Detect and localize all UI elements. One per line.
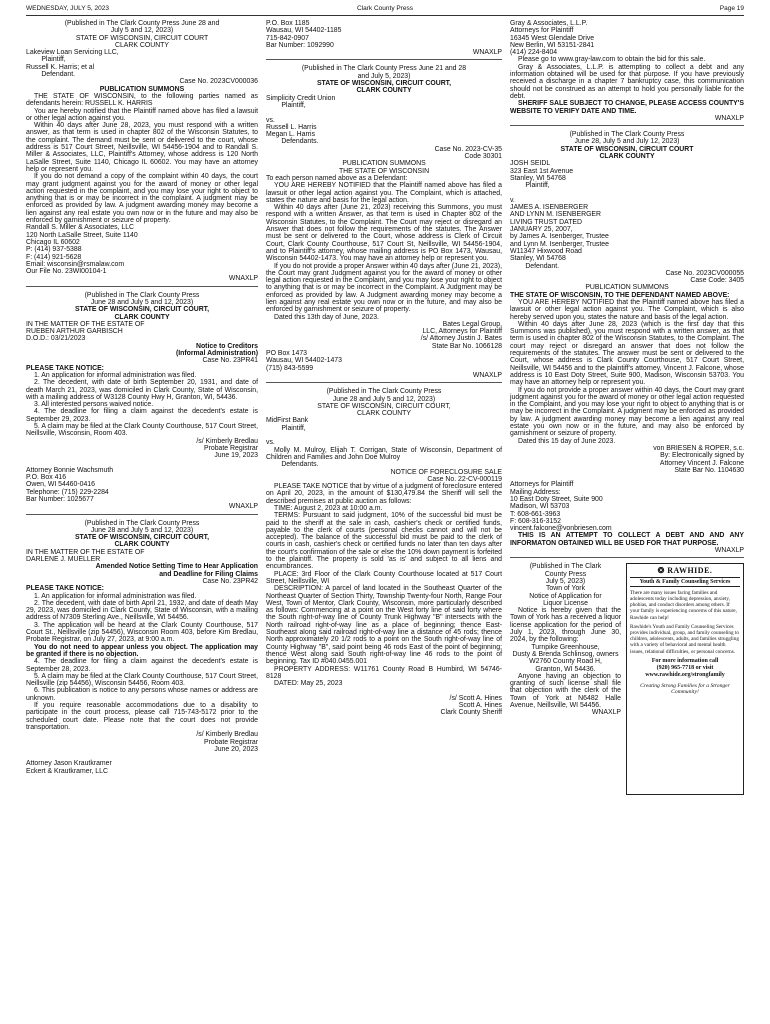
notice-line: DARLENE J. MUELLER bbox=[26, 556, 101, 564]
notice-line: PO Box 1473 bbox=[266, 350, 307, 358]
notice-line: County Press bbox=[544, 570, 587, 578]
notice-line: 5. A claim may be filed at the Clark County Courthouse, 517 Court Street, Neillsville, Wisconsin, Room 403. bbox=[26, 423, 260, 438]
notice-line: Case No. 2023CV000055 bbox=[665, 269, 744, 277]
notice-line: STATE OF WISCONSIN, CIRCUIT COURT, bbox=[317, 402, 451, 410]
legal-notice bbox=[266, 20, 502, 56]
notice-line: /s/ Scott A. Hines bbox=[449, 694, 502, 702]
notice-line: /s/ Attorney Justin J. Bates bbox=[420, 335, 502, 343]
notice-line: 3. The application will be heard at the Clark County Courthouse, 517 Court St., Neillsville (zip 54456), Wisconsin Room 403, before Kim Bredlau, Probate Registrar, on July 27, 2023, at 9:00 a.m. bbox=[26, 621, 260, 644]
notice-line: You do not need to appear unless you object. The application may be granted if there is no objection. bbox=[26, 643, 260, 658]
notice-line: WNAXLP bbox=[714, 547, 744, 555]
notice-line: To each person named above as a Defendant: bbox=[266, 174, 408, 182]
notice-line: WNAXLP bbox=[472, 371, 502, 379]
notice-line: PLACE: 3rd Floor of the Clark County Courthouse located at 517 Court Street, Neillsville, WI bbox=[266, 570, 504, 585]
notice-line: Attorney Bonnie Wachsmuth bbox=[26, 466, 114, 474]
notice-line: 16345 West Glendale Drive bbox=[510, 34, 595, 42]
notice-line: Defendant. bbox=[26, 71, 76, 79]
notice-line: June 28 and July 5 and 12, 2023) bbox=[90, 298, 194, 306]
notice-line: JANUARY 25, 2007, bbox=[510, 226, 573, 234]
notice-line: Attorneys for Plaintiff bbox=[510, 481, 574, 489]
notice-line: 1. An application for informal administration was filed. bbox=[34, 592, 197, 600]
notice-line: (414) 224-8404 bbox=[510, 49, 558, 57]
notice-separator bbox=[266, 59, 502, 60]
notice-line: PUBLICATION SUMMONS bbox=[342, 160, 426, 168]
notice-line: July 5, 2023) bbox=[545, 577, 586, 585]
notice-line: (Published in The Clark County Press June 28 and bbox=[64, 20, 220, 27]
notice-line: Madison, WI 53703 bbox=[510, 503, 570, 511]
notice-line: T: 608-661-3963 bbox=[510, 510, 561, 518]
notice-line: Clark County Sheriff bbox=[440, 709, 502, 717]
notice-line: Notice to Creditors bbox=[195, 342, 258, 350]
notice-line: CLARK COUNTY bbox=[114, 541, 170, 549]
notice-line: Gray & Associates, L.L.P. is attempting to collect a debt and any information obtained will be used for that purpose. If you have previously received a discharge in a chapter 7 bankruptcy case, this communication should not be construed as an attempt to hold you personally liable for the debt. bbox=[510, 63, 746, 100]
notice-line: STATE OF WISCONSIN, CIRCUIT COURT bbox=[560, 145, 694, 153]
notice-line: Stanley, WI 54768 bbox=[510, 255, 566, 263]
notice-line: Case No. 2023-CV-35 bbox=[434, 145, 502, 153]
notice-line: 4. The deadline for filing a claim against the decedent's estate is September 28, 2023. bbox=[26, 658, 260, 673]
notice-line: Russell L. Harris bbox=[266, 123, 317, 131]
notice-line: Within 40 days after (June 21, 2023) receiving this Summons, you must respond with a written Answer, as that term is used in Chapter 802 of the Wisconsin Statutes, to the Complaint. The Court may reject or disregard an Answer that does not follow the requirements of the statutes. The Answer must be sent or delivered to the Court, whose address is Clerk of Circuit Court, Clark County Courthouse, 517 Court St, Neillsville, WI 54456-1904, and to Plaintiff's attorney, whose mailing address is PO Box 1473, Wausau, Wisconsin 54402-1473. You may have an attorney help or represent you. bbox=[266, 204, 504, 263]
notice-line: Molly M. Mulroy, Elijah T. Corrigan, State of Wisconsin, Department of Children and Families and John Doe Mulroy bbox=[266, 446, 504, 461]
notice-line: If you do not demand a copy of the complaint within 40 days, the court may grant judgment against you for the award of money or other legal action requested in the complaint, and you may lose your right to object to anything that is or may be incorrect in the complaint. A judgment may be enforced as provided by law. A judgment awarding money may become a lien against any real estate you own now or in the future and may also be enforced by garnishment or seizure of property. bbox=[26, 173, 260, 225]
notice-line: Defendant. bbox=[510, 262, 560, 270]
ad-slogan: Creating Strong Families for a Stronger Community! bbox=[640, 682, 730, 696]
liquor-license-notice bbox=[510, 563, 621, 795]
notice-line: Within 40 days after June 28, 2023 (which is the first day that this Summons was published), you must respond with a written answer, as that term is used in chapter 802 of the Wisconsin Statutes, to the Complaint. The court may reject or disregard an answer that does not follow the requirements of the statutes. The answer must be sent or delivered to the Court, whose address is Clark County Courthouse, 517 Court Street, Neillsville, WI 54456 and to the plaintiff's attorney, Vincent J. Falcone, whose address is 10 East Doty Street, Suite 900, Madison, Wisconsin 53703. You may have an attorney help or represent you. bbox=[510, 320, 746, 387]
notice-line: LLC, Attorneys for Plaintiff bbox=[422, 328, 502, 336]
notice-line: State Bar No. 1104630 bbox=[674, 466, 744, 474]
notice-line: PLEASE TAKE NOTICE: bbox=[26, 364, 104, 372]
notice-line: IN THE MATTER OF THE ESTATE OF bbox=[26, 548, 145, 556]
notice-line: STATE OF WISCONSIN, CIRCUIT COURT bbox=[75, 34, 209, 42]
notice-line bbox=[26, 460, 258, 467]
notice-line: /s/ Kimberly Bredlau bbox=[196, 731, 258, 739]
notice-line: D.O.D.: 03/21/2023 bbox=[26, 335, 86, 343]
notice-line: Turnpike Greenhouse, bbox=[531, 643, 600, 651]
notice-line: June 28, July 5 and July 12, 2023) bbox=[574, 138, 680, 146]
notice-line: DESCRIPTION: A parcel of land located in the Southeast Quarter of the Northeast Quarter of Section Thirty, Township Twenty-four North, Range Four West, Town of Mentor, Clark County, Wisconsin, more particularly described as follows: Commencing at a point on the West forty line of said forty where the South right-of-way line of County Trunk Highway "B" intersects with the North railroad right-of-way line as a place of beginning; thence East-Southeast along said railroad right-of-way line a distance of 45 rods; thence North approximately 20 1/2 rods to a point on the South right-of-way line of County Highway "B", said point being 46 rods East of the point of beginning; thence West along said South right-of-way line 46 rods to the point of beginning. Tax ID #040.0455.001 bbox=[266, 585, 504, 666]
notice-line: THE STATE OF WISCONSIN, TO THE DEFENDANT NAMED ABOVE: bbox=[510, 291, 730, 299]
notice-line: Bar Number: 1092990 bbox=[266, 41, 334, 49]
notice-line: Owen, WI 54460-0416 bbox=[26, 481, 95, 489]
notice-line: Amended Notice Setting Time to Hear Application bbox=[95, 563, 258, 571]
notice-line: WNAXLP bbox=[228, 275, 258, 283]
notice-line bbox=[266, 432, 502, 439]
notice-line: Dated this 15 day of June 2023. bbox=[518, 437, 616, 445]
notice-line: Notice is hereby given that the Town of York has a received a liquor license application for the period of July 1, 2023, through June 30, 2024, by the following: bbox=[510, 607, 623, 644]
notice-line: Simplicity Credit Union bbox=[266, 94, 336, 102]
notice-line: 5. A claim may be filed at the Clark County Courthouse, 517 Court Street, Neillsville (zip 54456), Wisconsin 54456, Room 403. bbox=[26, 672, 260, 688]
notice-line: Notice of Application for bbox=[529, 592, 602, 600]
notice-line: W11347 Hixwood Road bbox=[510, 247, 582, 255]
notice-line: CLARK COUNTY bbox=[114, 313, 170, 321]
notice-line: and July 5, 2023) bbox=[357, 72, 411, 80]
notice-line: 3. All interested persons waived notice. bbox=[34, 401, 154, 409]
notice-line: 2. The decedent, with date of birth September 20, 1931, and date of death March 21, 2023, was domiciled in Clark County, State of Wisconsin, with a mailing address of W3128 County Hwy H, Granton, WI, 54436. bbox=[26, 379, 260, 401]
notice-line: Attorneys for Plaintiff bbox=[510, 27, 574, 35]
notice-line: (Published in The Clark County Press bbox=[84, 291, 200, 299]
notice-line: Dusty & Brenda Schlinsog, owners bbox=[512, 650, 619, 658]
notice-line: Lakeview Loan Servicing LLC, bbox=[26, 49, 119, 57]
notice-line: NOTICE OF FORECLOSURE SALE bbox=[390, 468, 502, 476]
rawhide-advertisement bbox=[626, 563, 744, 795]
notice-line: Eckert & Krautkramer, LLC bbox=[26, 767, 108, 775]
notice-line: Wausau, WI 54402-1185 bbox=[266, 27, 342, 35]
notice-separator bbox=[26, 514, 258, 515]
notice-line: Mailing Address: bbox=[510, 488, 561, 496]
column-2 bbox=[266, 20, 502, 1016]
notice-line: Stanley, WI 54768 bbox=[510, 174, 566, 182]
notice-line: Email: wisconsin@rsmalaw.com bbox=[26, 260, 125, 268]
notice-line: Case No. 2023CV000036 bbox=[179, 78, 258, 86]
notice-line: June 28 and July 5 and 12, 2023) bbox=[332, 395, 436, 403]
notice-line: W2760 County Road H, bbox=[529, 658, 602, 666]
notice-line: Within 40 days after June 28, 2023, you must respond with a written answer, as that term is used in chapter 802 of the Wisconsin Statutes, to the complaint. The demand must be sent or delivered to the court, whose address is 517 Court Street, Neillsville, WI 54456-1904 and to Randall S. Miller & Associates, LLC, Plaintiff's Attorney, whose address is 120 North LaSalle Street, Suite 1140, Chicago IL 60602. You may have an attorney help or represent you. bbox=[26, 122, 260, 173]
notice-line: 323 East 1st Avenue bbox=[510, 167, 574, 175]
notice-line: /s/ Kimberly Bredlau bbox=[196, 437, 258, 445]
notice-line: Attorney Vincent J. Falcone bbox=[659, 459, 744, 467]
notice-line: TERMS: Pursuant to said judgment, 10% of the successful bid must be paid to the sheriff at the sale in cash, cashier's check or certified funds, payable to the clerk of courts (personal checks cannot and will not be accepted). The balance of the successful bid must be paid to the clerk of courts in cash, cashier's check or certified funds no later than ten days after the court's confirmation of the sale or else the 10% down payment is forfeited to the plaintiff. The property is sold 'as is' and subject to all liens and encumbrances. bbox=[266, 512, 504, 571]
legal-notice bbox=[26, 20, 258, 283]
notice-line: Plaintiff, bbox=[266, 101, 306, 109]
notice-line: THE STATE OF WISCONSIN bbox=[338, 167, 430, 175]
notice-line: CLARK COUNTY bbox=[599, 153, 655, 161]
notice-line: Scott A. Hines bbox=[458, 702, 502, 710]
notice-line: WNAXLP bbox=[472, 49, 502, 57]
notice-line bbox=[510, 190, 744, 197]
notice-line bbox=[266, 109, 502, 116]
notice-line: and Deadline for Filing Claims bbox=[159, 570, 258, 578]
notice-line: June 20, 2023 bbox=[214, 745, 258, 753]
ad-phone: (920) 965-7718 or visit bbox=[656, 664, 714, 671]
notice-line: June 28 and July 5 and 12, 2023) bbox=[90, 526, 194, 534]
notice-line: June 19, 2023 bbox=[214, 452, 258, 460]
notice-line: Bates Legal Group, bbox=[442, 320, 502, 328]
notice-line: WNAXLP bbox=[591, 709, 621, 717]
notice-line: vs. bbox=[266, 116, 275, 124]
notice-line: CLARK COUNTY bbox=[357, 410, 411, 418]
notice-line: CLARK COUNTY bbox=[356, 87, 412, 95]
notice-line: vincent.falcone@vonbriesen.com bbox=[510, 525, 612, 533]
notice-separator bbox=[266, 382, 502, 383]
notice-line: Telephone: (715) 229-2284 bbox=[26, 488, 109, 496]
notice-line: If you do not provide a proper Answer within 40 days after (June 21, 2023), the Court may grant Judgment against you for the award of money or other legal action requested in the Complaint, and you may lose your right to object to anything that is or may be incorrect in the Complaint. A Judgment may be enforced as provided by law. A Judgment awarding money may become a lien against any real estate you own now or in the future, and may also be enforced by garnishment or seizure of property. bbox=[266, 262, 504, 314]
legal-notice bbox=[510, 20, 744, 122]
notice-line: Plaintiff, bbox=[266, 424, 306, 432]
notice-line: Granton, WI 54436. bbox=[535, 665, 596, 673]
notice-line: State Bar No. 1066128 bbox=[431, 342, 502, 350]
notice-line: Gray & Associates, L.L.P. bbox=[510, 20, 588, 27]
notice-line: WNAXLP bbox=[228, 503, 258, 511]
notice-line: STATE OF WISCONSIN, CIRCUIT COURT, bbox=[74, 534, 210, 542]
notice-line: 10 East Doty Street, Suite 900 bbox=[510, 496, 603, 503]
notice-line: Case Code: 3405 bbox=[690, 277, 744, 285]
notice-line: (Published in The Clark County Press bbox=[84, 519, 200, 527]
notice-line: Defendants. bbox=[266, 461, 319, 469]
notice-line: By: Electronically signed by bbox=[660, 452, 744, 460]
ad-title: Youth & Family Counseling Services bbox=[630, 577, 740, 587]
notice-line: Plaintiff, bbox=[26, 56, 66, 64]
notice-line: F: 608-316-3152 bbox=[510, 517, 561, 525]
notice-line: Case No. 23PR42 bbox=[202, 577, 258, 585]
notice-line: YOU ARE HEREBY NOTIFIED that the Plaintiff named above has filed a lawsuit or other legal action against you. The Complaint, which is attached, states the nature and basis for the legal action. bbox=[266, 182, 504, 204]
ad-cta-line-1: For more information call bbox=[651, 657, 719, 664]
liquor-and-ad-row bbox=[510, 563, 744, 795]
notice-line: 4. The deadline for filing a claim against the decedent's estate is September 29, 2023. bbox=[26, 408, 260, 423]
notice-line: F: (414) 921-5628 bbox=[26, 253, 82, 261]
notice-line: Defendants. bbox=[266, 138, 319, 146]
notice-line: Megan L. Harris bbox=[266, 131, 316, 139]
ad-paragraph-1: There are many issues facing families and adolescents today including depression, anxiety, phobias, and conduct disorders among others. If your family is experiencing concerns of this nature, Rawhide can help! bbox=[630, 589, 737, 621]
notice-line: von BRIESEN & ROPER, s.c. bbox=[653, 444, 744, 452]
notice-separator bbox=[510, 557, 744, 558]
column-3-notices bbox=[510, 20, 744, 554]
notice-line: Probate Registrar bbox=[203, 444, 258, 452]
notice-line: RUEBEN ARTHUR GARBISCH bbox=[26, 328, 123, 336]
notice-line bbox=[26, 753, 258, 760]
notice-line: LIVING TRUST DATED bbox=[510, 218, 582, 226]
notice-line: PUBLICATION SUMMONS bbox=[99, 85, 185, 93]
notice-separator bbox=[26, 286, 258, 287]
notice-line: (Published in The Clark County Press bbox=[569, 131, 685, 139]
notice-line: If you do not provide a proper answer within 40 days, the Court may grant judgment against you for the award of money or other legal action requested in the Complaint, and you may lose your right to object to anything that is or may be incorrect in the Complaint. A judgment may be enforced as provided by law. A judgment awarding money may become a lien against any real estate you own now or in the future, and may also be enforced by garnishment or seizure of property. bbox=[510, 386, 746, 438]
notice-line: YOU ARE HEREBY NOTIFIED that the Plaintiff named above has filed a lawsuit or other legal action against you. The Complaint, which is also hereby served upon you, states the nature and basis of the legal action. bbox=[510, 298, 746, 321]
notice-line: by James A. Isenberger, Trustee bbox=[510, 233, 609, 241]
notice-line: v. bbox=[510, 196, 515, 204]
notice-line: PLEASE TAKE NOTICE: bbox=[26, 585, 104, 593]
notice-line: 2. The decedent, with date of birth April 21, 1932, and date of death May 29, 2023, was domiciled in Clark County, State of Wisconsin, with a mailing address of N7309 Sterling Ave., Neillsville, WI 54456. bbox=[26, 599, 260, 622]
notice-line: 6. This publication is notice to any persons whose names or address are unknown. bbox=[26, 687, 260, 702]
page-header bbox=[26, 4, 744, 14]
notice-line: PLEASE TAKE NOTICE that by virtue of a judgment of foreclosure entered on April 20, 2023, in the amount of $130,479.84 the Sheriff will sell the described premises at public auction as follows: bbox=[266, 483, 504, 505]
ad-paragraph-2: Rawhide's Youth and Family Counseling Services provides individual, group, and family counseling to children, adolescents, adults, and families struggling with a variety of behavioral and mental health issues, relational difficulties, or personal concerns. bbox=[630, 623, 739, 655]
notice-line: (Informal Administration) bbox=[175, 350, 258, 358]
notice-line: 120 North LaSalle Street, Suite 1140 bbox=[26, 231, 138, 239]
notice-line: Russell K. Harris; et al bbox=[26, 63, 95, 71]
notice-line bbox=[510, 474, 744, 481]
rawhide-logo: ❂ RAWHIDE. bbox=[657, 566, 713, 576]
column-3 bbox=[510, 20, 744, 1016]
notice-line: PROPERTY ADDRESS: W11761 County Road B Humbird, WI 54746-8128 bbox=[266, 665, 502, 680]
issue-date: WEDNESDAY, JULY 5, 2023 bbox=[26, 5, 109, 12]
notice-line: P.O. Box 416 bbox=[26, 474, 67, 482]
notice-line: JAMES A. ISENBERGER bbox=[510, 204, 589, 212]
notice-line: Attorney Jason Krautkramer bbox=[26, 760, 112, 768]
notice-line: vs. bbox=[266, 439, 275, 447]
notice-line: (Published in The Clark County Press June 21 and 28 bbox=[301, 65, 467, 73]
legal-notice bbox=[510, 131, 744, 554]
newspaper-name: Clark County Press bbox=[357, 5, 413, 12]
notice-line: Plaintiff, bbox=[510, 182, 550, 190]
notice-line: Town of York bbox=[545, 585, 586, 593]
notice-line: You are hereby notified that the Plaintiff named above has filed a lawsuit or other legal action against you. bbox=[26, 107, 260, 122]
header-rule bbox=[26, 15, 744, 16]
notice-line: 1. An application for informal administration was filed. bbox=[34, 371, 197, 379]
notice-line: Chicago IL 60602 bbox=[26, 238, 80, 246]
notice-line: July 5 and 12, 2023) bbox=[110, 27, 174, 35]
notice-line: THE STATE OF WISCONSIN, to the following parties named as defendants herein: RUSSELL K. HARRIS bbox=[26, 92, 260, 108]
ad-website: www.rawhide.org/strongfamily bbox=[645, 671, 725, 678]
notice-line: IN THE MATTER OF THE ESTATE OF bbox=[26, 320, 145, 328]
notice-line: Dated this 13th day of June, 2023. bbox=[274, 313, 379, 321]
notice-line bbox=[266, 687, 502, 694]
notice-line: (Published in The Clark bbox=[529, 563, 602, 571]
notice-line: 715-842-0907 bbox=[266, 34, 309, 42]
notice-line: Please go to www.gray-law.com to obtain the bid for this sale. bbox=[518, 56, 706, 64]
notice-line: CLARK COUNTY bbox=[115, 41, 169, 49]
notice-line: MidFirst Bank bbox=[266, 417, 309, 425]
notice-line: PUBLICATION SUMMONS bbox=[585, 284, 669, 292]
notice-line: Probate Registrar bbox=[203, 738, 258, 746]
notice-line: STATE OF WISCONSIN, CIRCUIT COURT, bbox=[74, 306, 210, 314]
notice-separator bbox=[510, 125, 744, 126]
notice-line: THIS IS AN ATTEMPT TO COLLECT A DEBT AND AND ANY INFORMATON OBTAINED WILL BE USED FOR THAT PURPOSE. bbox=[510, 532, 746, 547]
notice-line: Code 30301 bbox=[464, 153, 502, 161]
page-number: Page 19 bbox=[719, 5, 744, 12]
notice-line: P: (414) 937-5388 bbox=[26, 246, 82, 254]
notice-line: (Published in The Clark County Press bbox=[326, 388, 442, 396]
notice-line: DATED: May 25, 2023 bbox=[274, 680, 343, 688]
legal-notice bbox=[26, 292, 258, 511]
notice-line: If you require reasonable accommodations due to a disability to participate in the court process, please call 715-743-5172 prior to the scheduled court date. Please note that the court does not provide transportation. bbox=[26, 702, 260, 731]
notice-line: and Lynn M. Isenberger, Trustee bbox=[510, 240, 609, 248]
notice-line: SHERIFF SALE SUBJECT TO CHANGE, PLEASE ACCESS COUNTY'S WEBSITE TO VERIFY DATE AND TIME. bbox=[510, 100, 746, 115]
legal-notice bbox=[266, 65, 502, 379]
notice-line: Anyone having an objection to granting of such license shall file that objection with the clerk of the Town of York at N6482 Halle Avenue, Neillsville, WI 54456. bbox=[510, 672, 623, 710]
notice-line: Randall S. Miller & Associates, LLC bbox=[26, 224, 134, 232]
notice-line: Bar Number: 1025677 bbox=[26, 496, 94, 503]
notice-line: JOSH SEIDL bbox=[510, 160, 551, 168]
notice-line: WNAXLP bbox=[714, 114, 744, 122]
notice-line: STATE OF WISCONSIN, CIRCUIT COURT, bbox=[316, 80, 452, 88]
legal-notice bbox=[26, 520, 258, 775]
notice-line: New Berlin, WI 53151-2841 bbox=[510, 41, 595, 49]
notice-line: Case No. 22-CV-000119 bbox=[427, 475, 502, 483]
notice-line: Our File No. 23WI00104-1 bbox=[26, 268, 107, 276]
notice-line: Wausau, WI 54402-1473 bbox=[266, 357, 342, 365]
column-1 bbox=[26, 20, 258, 1016]
notice-line: (715) 843-5599 bbox=[266, 364, 314, 372]
notice-line: AND LYNN M. ISENBERGER bbox=[510, 211, 601, 219]
notice-line: TIME: August 2, 2023 at 10:00 a.m. bbox=[274, 505, 383, 512]
notice-line: P.O. Box 1185 bbox=[266, 20, 310, 27]
legal-notice bbox=[266, 388, 502, 716]
notice-line: Liquor License bbox=[543, 599, 588, 607]
notice-line: Case No. 23PR41 bbox=[202, 357, 258, 365]
